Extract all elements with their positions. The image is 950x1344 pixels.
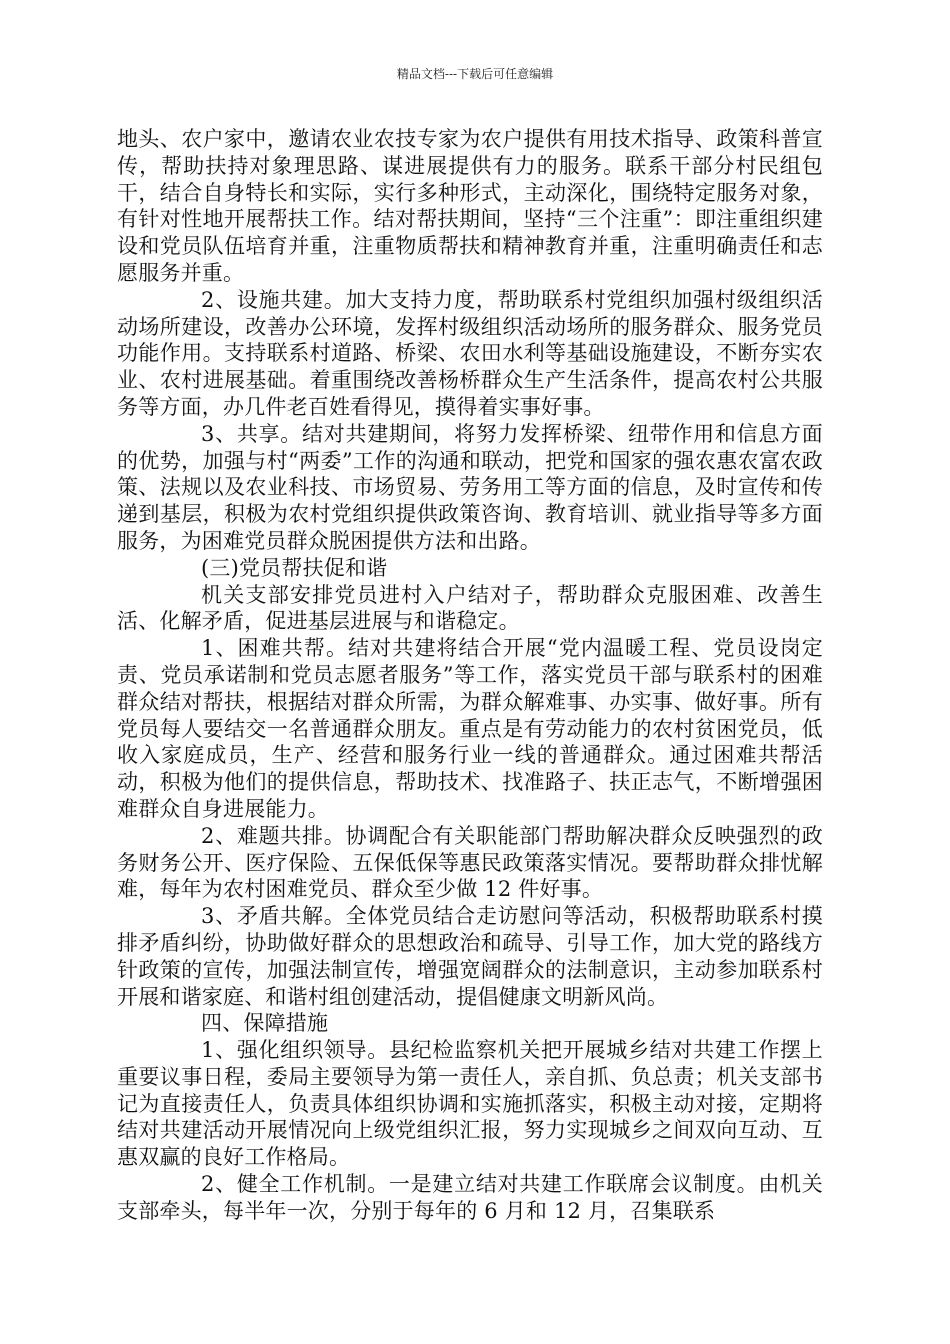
paragraph: 2、设施共建。加大支持力度，帮助联系村党组织加强村级组织活动场所建设，改善办公环境，发挥村级组织活动场所的服务群众、服务党员功能作用。支持联系村道路、桥梁、农田水利等基础设施建设，不断夯实农业、农村进展基础。着重围绕改善杨桥群众生产生活条件，提高农村公共服务等方面，办几件老百姓看得见，摸得着实事好事。 — [117, 287, 823, 419]
paragraph: 2、健全工作机制。一是建立结对共建工作联席会议制度。由机关支部牵头，每半年一次，分别于每年的 6 月和 12 月，召集联系 — [117, 1172, 823, 1223]
section-heading: 四、保障措施 — [201, 1011, 329, 1036]
paragraph: 机关支部安排党员进村入户结对子，帮助群众克服困难、改善生活、化解矛盾，促进基层进展与和谐稳定。 — [117, 582, 823, 634]
paragraph: 3、共享。结对共建期间，将努力发挥桥梁、纽带作用和信息方面的优势，加强与村“两委”工作的沟通和联动，把党和国家的强农惠农富农政策、法规以及农业科技、市场贸易、劳务用工等方面的信息，及时宣传和传递到基层，积极为农村党组织提供政策咨询、教育培训、就业指导等多方面服务，为困难党员群众脱困提供方法和出路。 — [117, 421, 823, 553]
page-header: 精品文档---下载后可任意编辑 — [396, 67, 554, 81]
section-heading: (三)党员帮扶促和谐 — [201, 555, 388, 580]
paragraph: 1、强化组织领导。县纪检监察机关把开展城乡结对共建工作摆上重要议事日程，委局主要领导为第一责任人，亲自抓、负总责；机关支部书记为直接责任人，负责具体组织协调和实施抓落实，积极主动对接，定期将结对共建活动开展情况向上级党组织汇报，努力实现城乡之间双向互动、互惠双赢的良好工作格局。 — [117, 1038, 823, 1170]
paragraph: 3、矛盾共解。全体党员结合走访慰问等活动，积极帮助联系村摸排矛盾纠纷，协助做好群众的思想政治和疏导、引导工作，加大党的路线方针政策的宣传，加强法制宣传，增强宽阔群众的法制意识，主动参加联系村开展和谐家庭、和谐村组创建活动，提倡健康文明新风尚。 — [117, 904, 823, 1009]
document-body — [117, 126, 823, 1225]
paragraph: 2、难题共排。协调配合有关职能部门帮助解决群众反映强烈的政务财务公开、医疗保险、五保低保等惠民政策落实情况。要帮助群众排忧解难，每年为农村困难党员、群众至少做 12 件好事。 — [117, 823, 823, 902]
paragraph: 1、困难共帮。结对共建将结合开展“党内温暖工程、党员设岗定责、党员承诺制和党员志愿者服务”等工作，落实党员干部与联系村的困难群众结对帮扶，根据结对群众所需，为群众解难事、办实事、做好事。所有党员每人要结交一名普通群众朋友。重点是有劳动能力的农村贫困党员，低收入家庭成员，生产、经营和服务行业一线的普通群众。通过困难共帮活动，积极为他们的提供信息，帮助技术、找准路子、扶正志气，不断增强困难群众自身进展能力。 — [117, 636, 823, 821]
paragraph: 地头、农户家中，邀请农业农技专家为农户提供有用技术指导、政策科普宣传，帮助扶持对象理思路、谋进展提供有力的服务。联系干部分村民组包干，结合自身特长和实际，实行多种形式，主动深化，围绕特定服务对象，有针对性地开展帮扶工作。结对帮扶期间，坚持“三个注重”：即注重组织建设和党员队伍培育并重，注重物质帮扶和精神教育并重，注重明确责任和志愿服务并重。 — [117, 127, 823, 285]
